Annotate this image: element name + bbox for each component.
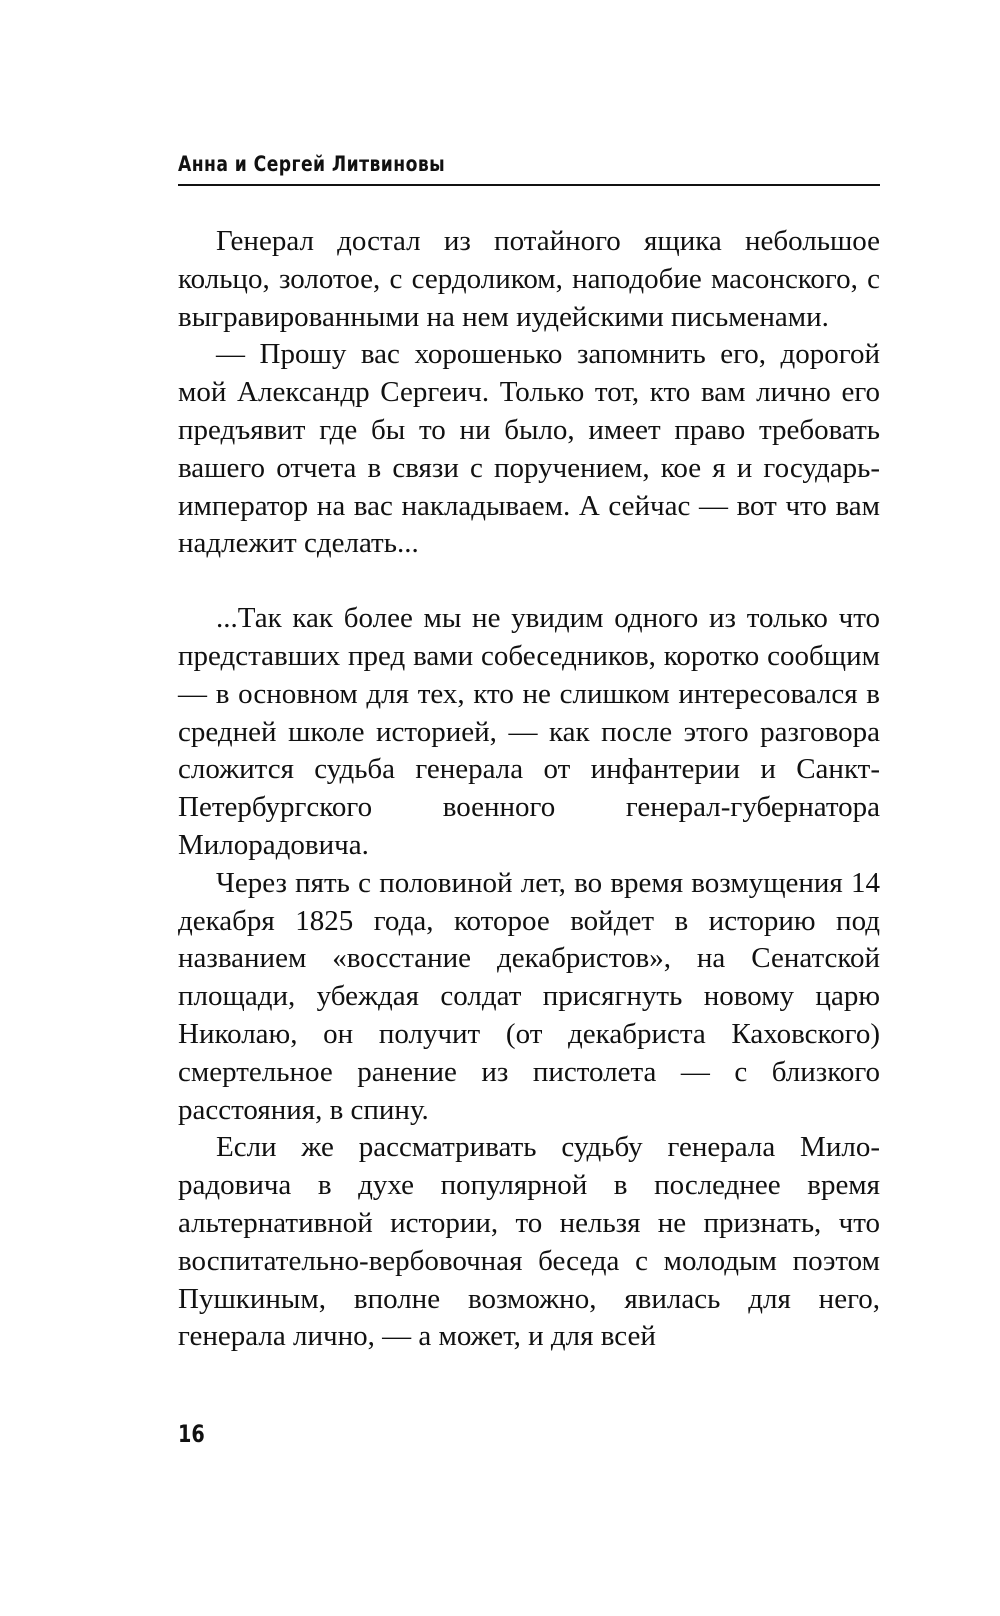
running-header-authors: Анна и Сергей Литвиновы [178, 152, 446, 176]
page-number: 16 [178, 1420, 205, 1448]
paragraph-narrator-intro: ...Так как более мы не увидим одного из только что представших пред вами собеседников, коротко сообщим — в основном для тех, кто не слишком интересовался в средней школе историей, — как после этого разговора сложится судьба генерала от инфантерии и Санкт-Петербургского военного генерал-губернатора Милорадовича. [178, 602, 880, 861]
paragraph-general-speech: — Прошу вас хорошенько запомнить его, дорогой мой Александр Сергеич. Только тот, кто вам лично его предъявит где бы то ни было, имеет право требовать вашего отчета в связи с поручением, кое я и государь-император на вас накладываем. А сейчас — вот что вам надлежит сделать... [178, 338, 880, 560]
paragraph-alternative-history: Если же рассматривать судьбу генерала Милорадовича в духе популярной в последнее время альтернативной истории, то нельзя не признать, что воспитательно-вербовочная беседа с молодым поэтом Пушкиным, вполне возможно, явилась для него, генерала лично, — а может, и для всей [178, 1131, 880, 1353]
section-break [178, 563, 880, 600]
header-rule [178, 184, 880, 186]
body-text [178, 223, 880, 1356]
paragraph-decembrist-revolt: Через пять с половиной лет, во время возмущения 14 декабря 1825 года, которое войдет в историю под названием «восстание декабристов», на Сенатской площади, убеждая солдат присягнуть новому царю Николаю, он получит (от декабриста Каховского) смертельное ранение из пистолета — с близкого расстояния, в спину. [178, 866, 880, 1126]
paragraph-ring: Генерал достал из потайного ящика небольшое кольцо, золотое, с сердоликом, наподобие масонского, с выгравированными на нем иудейскими письменами. [178, 225, 880, 333]
